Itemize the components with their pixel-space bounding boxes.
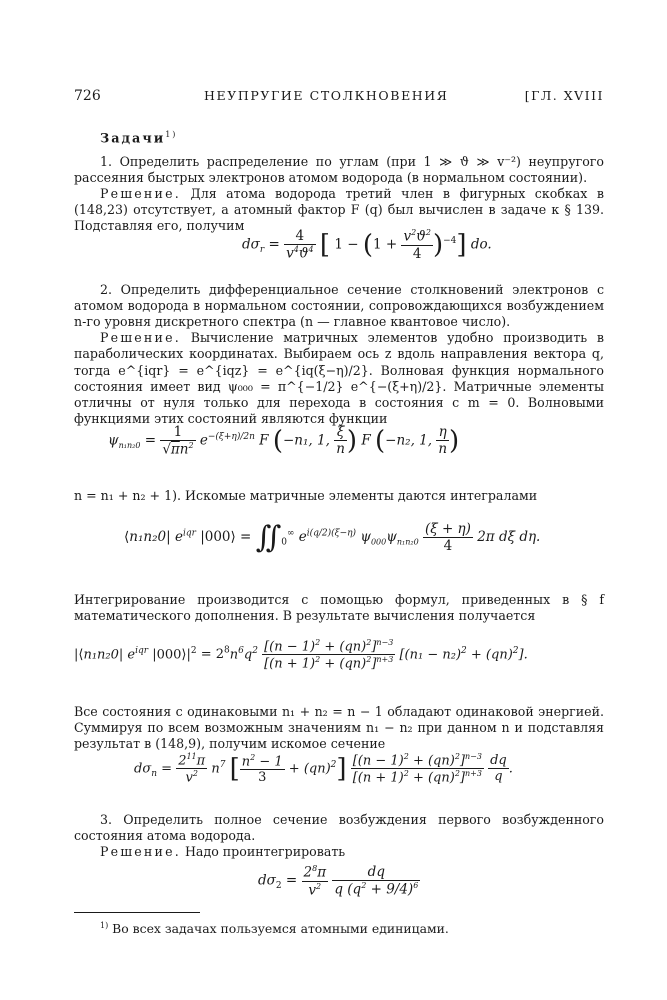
summation-text: Все состояния с одинаковыми n₁ + n₂ = n − 1 обладают одинаковой энергией. Суммируя по всем возможным значениям n₁ − n₂ при данном n и подставляя результат в (148,9), получим искомое сечение: [74, 704, 604, 752]
footnote: [100, 921, 449, 936]
formula-integral: ⟨n₁n₂0| $e^{iqr}$ |000⟩ = $∬_0^\infty$ $e^{i(q/2)(\xi-\eta)}$ $\psi_{000}\psi_{n_1n_20}$ $\frac{(\xi + \eta)}{4}$ 2π dξ dη.: [124, 520, 541, 555]
formula-sigma-n: $d\sigma_n$ = $\frac{2^{11}\pi}{v^2}$ $n^7$ [ $\frac{n^2 - 1}{3}$ + (qn)$^2$] $\frac{[(n - 1)^2 + (qn)^2]^{n-3}}{[(n + 1)^2 + (qn)^2]^{n+3}}$ $\frac{dq}{q}$ .: [134, 752, 513, 786]
problem-1-statement: 1. Определить распределение по углам (при 1 ≫ ϑ ≫ v⁻²) неупругого рассеяния быстрых электронов атомом водорода (в нормальном состоянии).: [74, 154, 604, 186]
formula-result: |⟨n₁n₂0| $e^{iqr}$ $|000⟩|^2 = 2^8n^6q^2$ $\frac{[(n - 1)^2 + (qn)^2]^{n-3}}{[(n + 1)^2 + (qn)^2]^{n+3}}$ $[(n_1 - n_2)^2 + (qn)^2]$.: [74, 638, 528, 672]
page-number: 726: [74, 88, 101, 104]
heading-footnote-mark: 1): [165, 130, 178, 139]
section-heading-text: Задачи: [100, 131, 166, 147]
formula-psi: $\psi_{n_1n_20}$ = $\frac{1}{√\pi n^2}$ $e^{-(\xi+\eta)/2n}$ F (−n₁, 1, $\frac{\xi}{n}$ ) F (−n₂, 1, $\frac{\eta}{n}$ ): [108, 424, 460, 458]
chapter-label: [ГЛ. XVIII: [524, 88, 604, 103]
footnote-mark: 1): [100, 921, 109, 930]
formula-sigma-2: $d\sigma_2$ = $\frac{2^8\pi}{v^2}$ $\frac{dq}{q (q^2 + 9/4)^6}$: [258, 864, 419, 898]
problem-3-statement: 3. Определить полное сечение возбуждения первого возбужденного состояния атома водорода.: [74, 812, 604, 844]
line-n-definition: n = n₁ + n₂ + 1). Искомые матричные элементы даются интегралами: [74, 488, 538, 503]
problem-2-solution: [74, 330, 604, 428]
running-header: [74, 88, 604, 108]
section-heading: [100, 130, 177, 146]
solution-label: Решение.: [100, 186, 181, 201]
footnote-rule: [74, 912, 200, 913]
formula-dsigma-r: $d\sigma_r$ = $\frac{4}{v^4ϑ^4}$ [ 1 − (1 + $\frac{v^2ϑ^2}{4}$ )$^{-4}$] do.: [242, 228, 492, 262]
solution-label: Решение.: [100, 844, 181, 859]
page: [74, 0, 604, 1000]
problem-2-solution-text: Вычисление матричных элементов удобно производить в параболических координатах. Выбираем ось z вдоль направления вектора q, тогда e^{iqr} = e^{iqz} = e^{iq(ξ−η)/2}. Волновая функция нормального состояния имеет вид ψ₀₀₀ = π^{−1/2} e^{−(ξ+η)/2}. Матричные элементы отличны от нуля только для перехода в состояния с m = 0. Волновыми функциями этих состояний являются функции: [74, 330, 604, 427]
problem-3-solution: [74, 844, 604, 860]
problem-1-solution-text: Для атома водорода третий член в фигурных скобках в (148,23) отсутствует, а атомный фактор F (q) был вычислен в задаче к § 139. Подставляя его, получим: [74, 186, 604, 234]
problem-3-solution-text: Надо проинтегрировать: [184, 844, 346, 859]
solution-label: Решение.: [100, 330, 181, 345]
footnote-text: Во всех задачах пользуемся атомными единицами.: [112, 921, 449, 937]
problem-2-statement: 2. Определить дифференциальное сечение столкновений электронов с атомом водорода в нормальном состоянии, сопровождающихся возбуждением n-го уровня дискретного спектра (n — главное квантовое число).: [74, 282, 604, 330]
integration-text: Интегрирование производится с помощью формул, приведенных в § f математического дополнения. В результате вычисления получается: [74, 592, 604, 624]
running-title: НЕУПРУГИЕ СТОЛКНОВЕНИЯ: [204, 88, 449, 103]
